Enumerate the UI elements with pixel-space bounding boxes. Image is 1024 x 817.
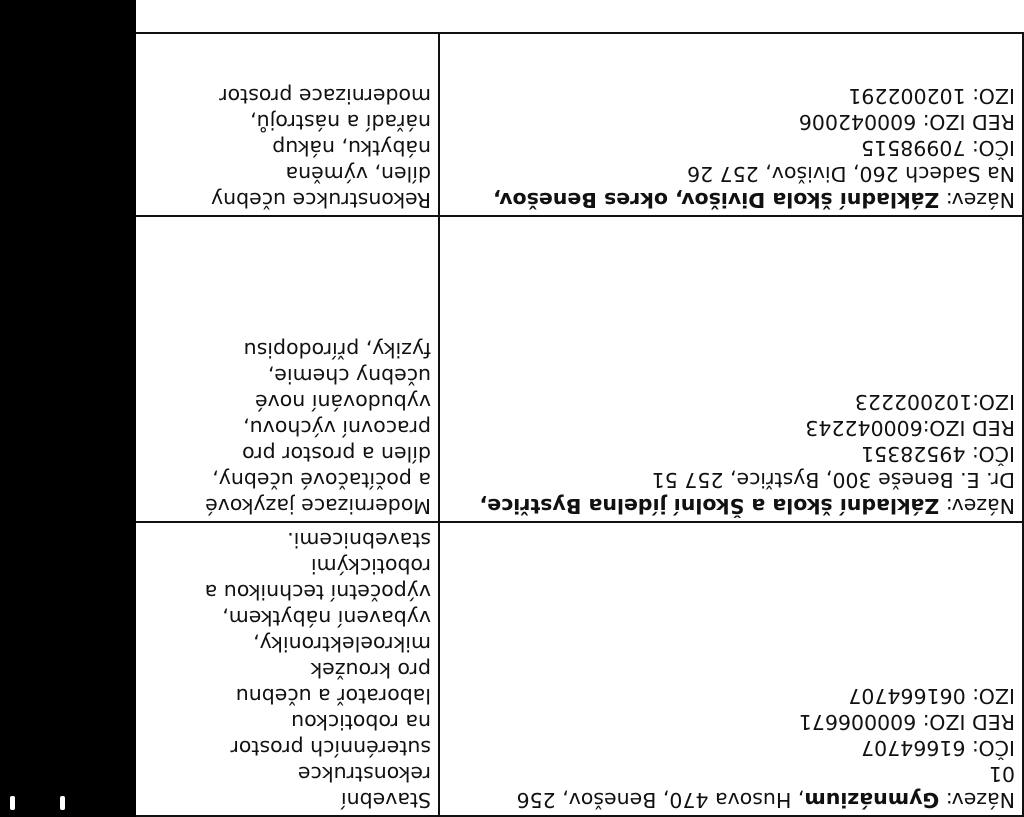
table-row: [136, 33, 1023, 216]
school-address: , Husova 470, Benešov, 256: [516, 788, 805, 812]
purpose-line: mikroelektroniky,: [253, 632, 431, 656]
purpose-line: rekonstrukce: [297, 762, 431, 786]
purpose-line: na robotickou: [291, 710, 431, 734]
purpose-line: robotickými: [310, 554, 431, 578]
school-info-cell: [439, 522, 1023, 816]
izo-number: IZO:102002223: [854, 390, 1015, 414]
ico-number: IČO: 61664707: [861, 736, 1015, 760]
project-purpose-cell: [136, 522, 439, 816]
schools-table: [136, 32, 1024, 817]
school-info-cell: [439, 33, 1023, 216]
school-name-line: [446, 493, 1015, 519]
school-address-cont: 01: [988, 762, 1015, 786]
red-izo-number: RED IZO:600042243: [805, 416, 1015, 440]
purpose-line: výpočetní technikou a: [204, 580, 431, 604]
purpose-line: dílen, výměna: [285, 162, 431, 186]
name-label: Název:: [945, 188, 1015, 212]
table-row: [136, 522, 1023, 816]
red-izo-number: RED IZO: 600006671: [798, 710, 1015, 734]
project-purpose-cell: [136, 33, 439, 216]
purpose-line: stavebnicemi.: [287, 528, 431, 552]
document-sheet: [136, 0, 1024, 817]
purpose-line: pro kroužek: [310, 658, 431, 682]
purpose-line: učebny chemie,: [267, 364, 431, 388]
school-name: Základní škola a Školní jídelna Bystřice,: [479, 494, 940, 518]
name-label: Název:: [945, 788, 1015, 812]
school-name: Gymnázium: [804, 788, 940, 812]
purpose-line: suterénních prostor: [230, 736, 431, 760]
izo-number: IZO: 061664707: [848, 684, 1015, 708]
purpose-line: laboratoř a učebnu: [235, 684, 431, 708]
school-info-cell: [439, 216, 1023, 522]
school-name-line: [446, 787, 1015, 813]
rotated-content: [136, 0, 1024, 817]
purpose-line: vybudování nové: [254, 390, 431, 414]
purpose-line: fyziky, přírodopisu: [243, 338, 431, 362]
izo-number: IZO: 102002291: [848, 84, 1015, 108]
ico-number: IČO: 70998515: [861, 136, 1015, 160]
name-label: Název:: [945, 494, 1015, 518]
purpose-line: pracovní výchovu,: [243, 416, 431, 440]
purpose-line: nábytku, nákup: [272, 136, 431, 160]
table-row: [136, 216, 1023, 522]
edge-dot-left: [10, 796, 15, 810]
purpose-line: a počítačové učebny,: [212, 468, 431, 492]
purpose-line: vybavení nábytkem,: [222, 606, 431, 630]
school-name: Základní škola Divišov, okres Benešov,: [493, 188, 940, 212]
purpose-line: Modernizace jazykové: [205, 494, 431, 518]
school-name-line: [446, 187, 1015, 213]
edge-dot-right: [60, 796, 65, 810]
purpose-line: Rekonstrukce učebny: [210, 188, 431, 212]
purpose-line: Stavební: [340, 788, 431, 812]
ico-number: IČO: 49528351: [861, 442, 1015, 466]
project-purpose-cell: [136, 216, 439, 522]
purpose-line: nářadí a nástrojů,: [250, 110, 431, 134]
purpose-line: dílen a prostor pro: [242, 442, 431, 466]
purpose-line: modernizace prostor: [219, 84, 431, 108]
red-izo-number: RED IZO: 600042006: [798, 110, 1015, 134]
school-address-cont: Na Sadech 260, Divišov, 257 26: [687, 162, 1015, 186]
school-address-cont: Dr. E. Beneše 300, Bystřice, 257 51: [651, 468, 1015, 492]
